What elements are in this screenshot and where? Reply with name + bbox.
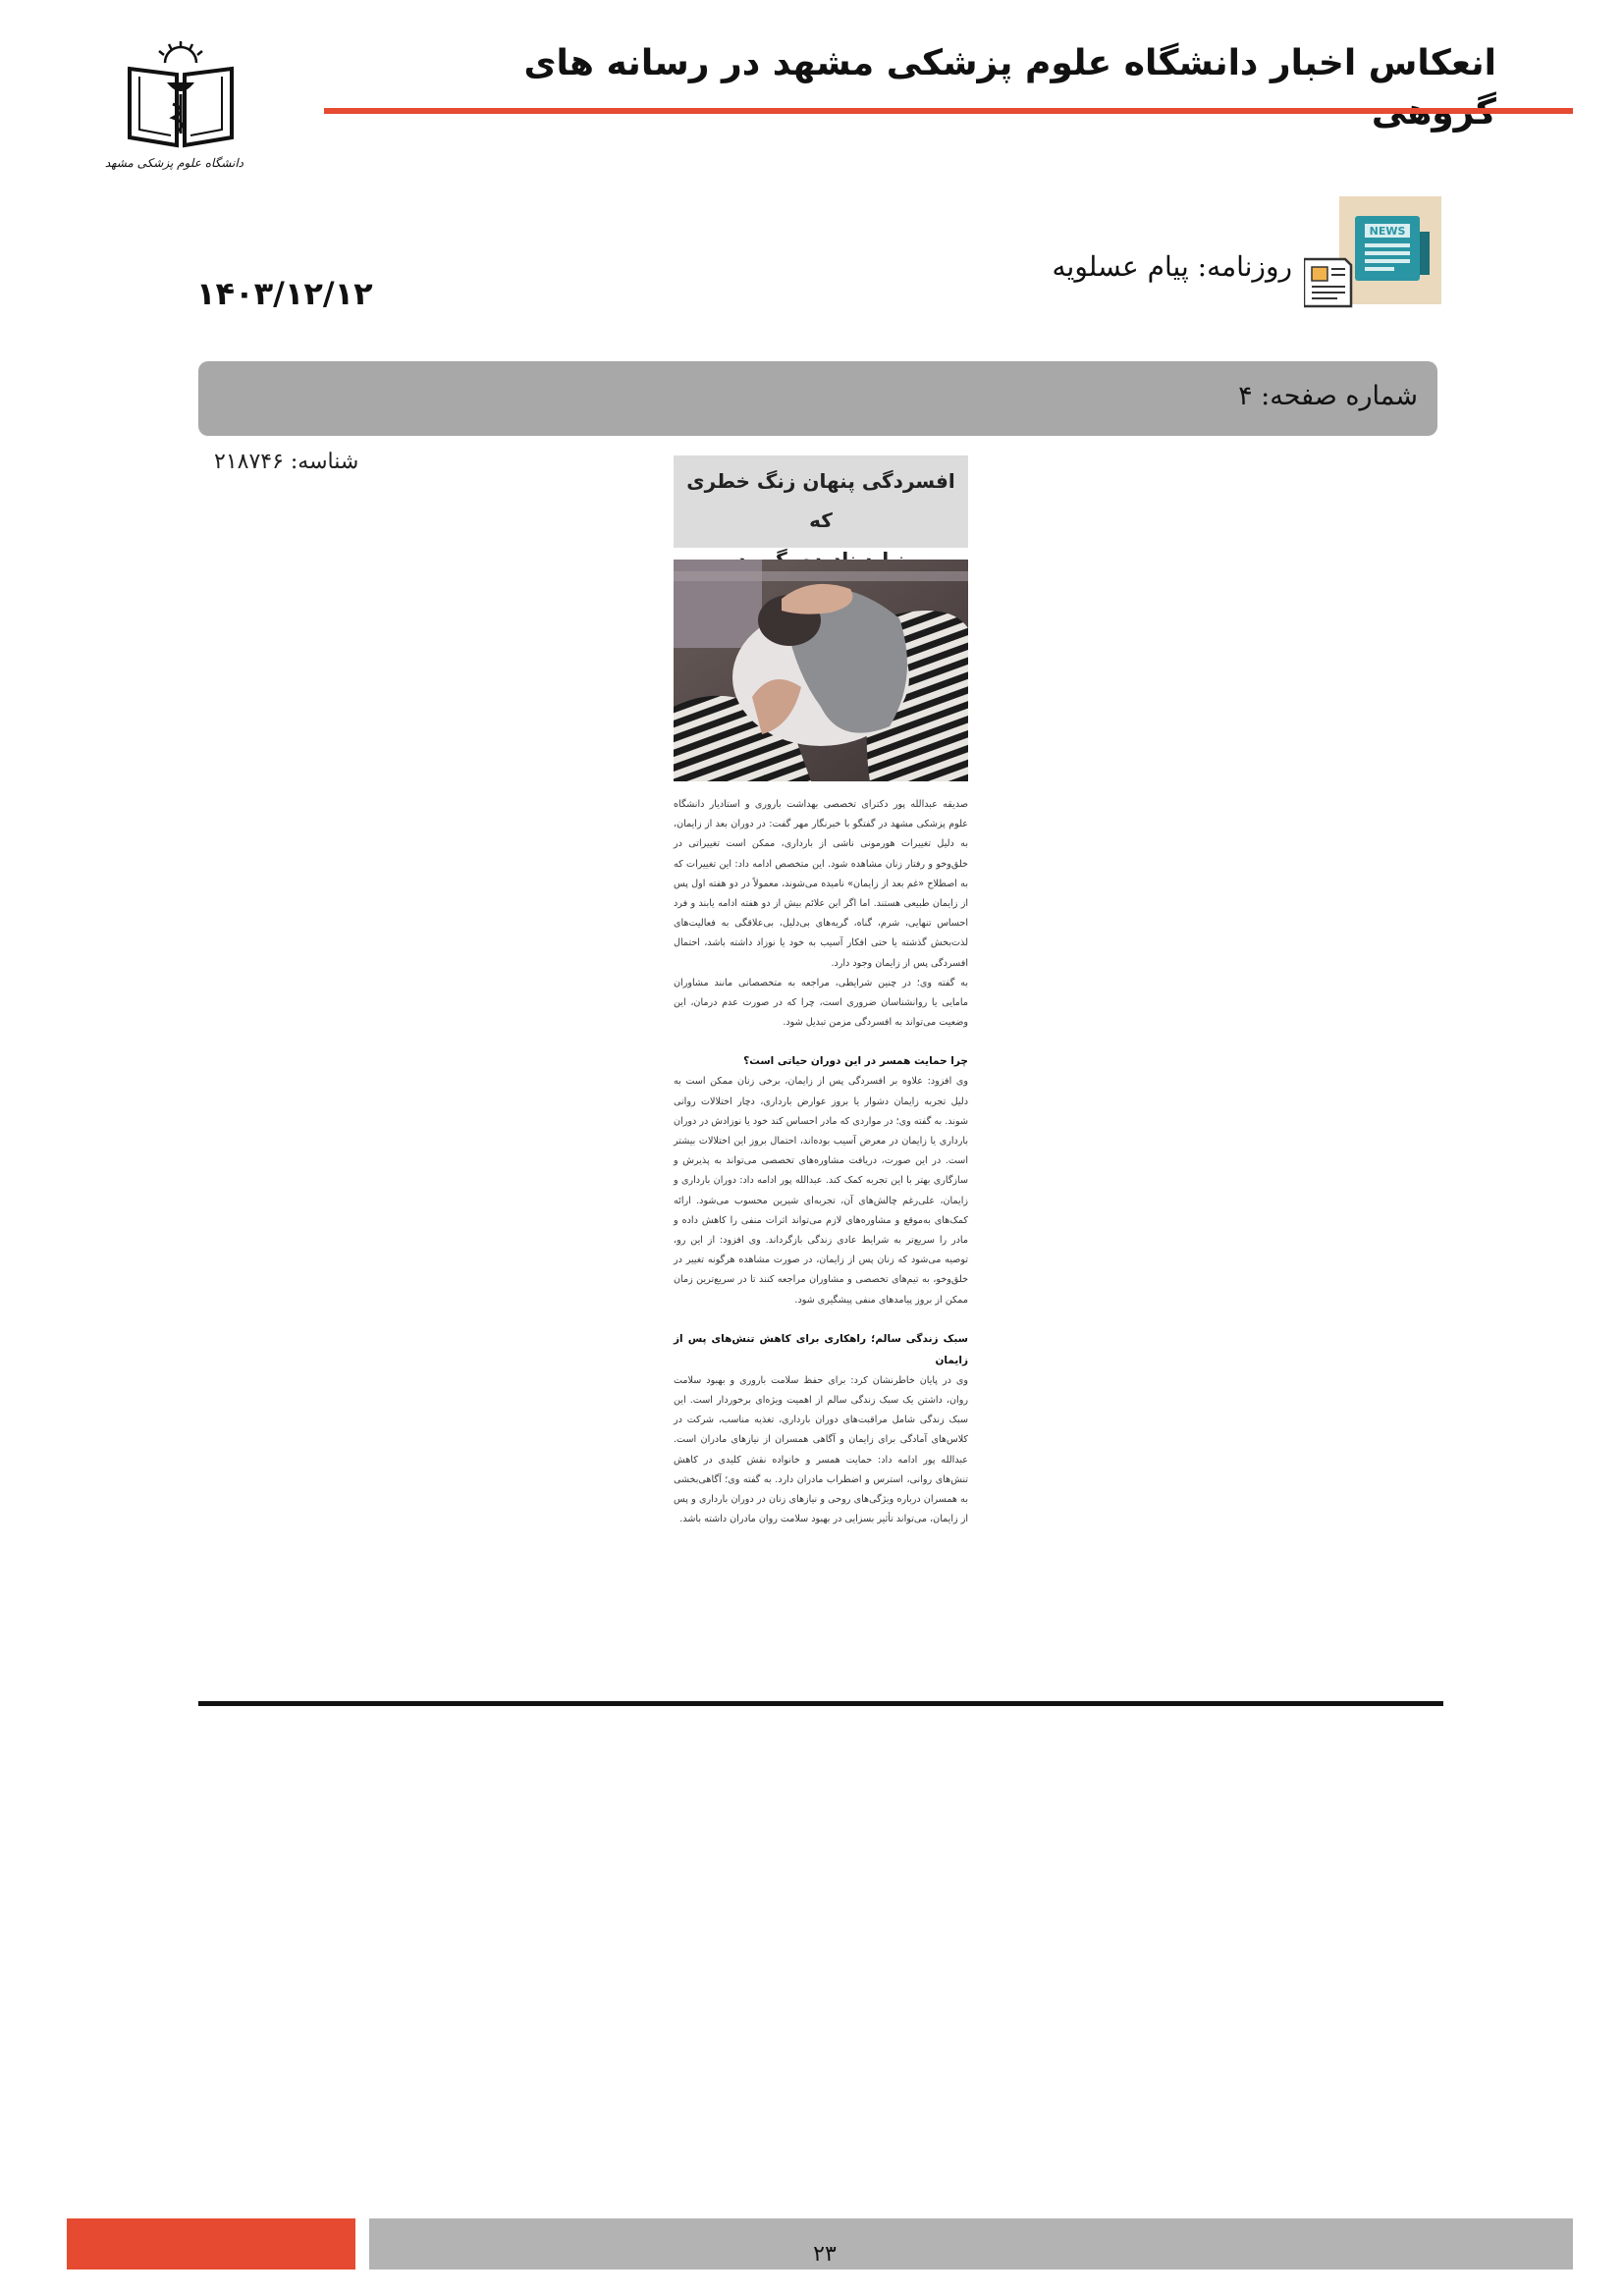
university-logo (104, 35, 244, 170)
publication-date: ۱۴۰۳/۱۲/۱۲ (196, 275, 373, 312)
clipping-headline-line-1: افسردگی پنهان زنگ خطری که (686, 469, 955, 532)
footer-bar (369, 2218, 1573, 2269)
header-divider (324, 108, 1573, 114)
clipping-photo (674, 560, 968, 781)
logo-caption: دانشگاه علوم پزشکی مشهد (104, 156, 244, 170)
clipping-headline-box (674, 455, 968, 548)
news-icon-label: NEWS (1369, 225, 1406, 238)
clipping-subheading-2: سبک زندگی سالم؛ راهکاری برای کاهش تنش‌های پس از زایمان (674, 1332, 968, 1366)
footer-page-number: ۲۳ (813, 2242, 837, 2267)
clipping-body (674, 795, 968, 1548)
footer-accent-bar (67, 2218, 355, 2269)
clipping-paragraph-3: وی افزود: علاوه بر افسردگی پس از زایمان، برخی زنان ممکن است به دلیل تجربه زایمان دشوار یا بروز عوارض بارداری، دچار اختلالات روانی شوند. به گفته وی؛ در مواردی که مادر احساس کند خود یا نوزادش در دوران بارداری یا زایمان در معرض آسیب بوده‌اند، احتمال بروز این اختلالات بیشتر است. در این صورت، دریافت مشاوره‌های تخصصی می‌تواند به پذیرش و سازگاری بهتر با این تجربه کمک کند. عبدالله پور ادامه داد: دوران بارداری و زایمان، علی‌رغم چالش‌های آن، تجربه‌ای شیرین محسوب می‌شود. ارائه کمک‌های به‌موقع و مشاوره‌های لازم می‌تواند اثرات منفی را کاهش داده و مادر را سریع‌تر به شرایط عادی زندگی بازگرداند. وی افزود: از این رو، توصیه می‌شود که زنان پس از زایمان، در صورت مشاهده هرگونه تغییر در خلق‌وخو، به تیم‌های تخصصی و مشاوران مراجعه کنند تا در سریع‌ترین زمان ممکن از بروز پیامدهای منفی پیشگیری شود. (674, 1076, 968, 1306)
report-title: انعکاس اخبار دانشگاه علوم پزشکی مشهد در رسانه های (523, 43, 1496, 83)
clipping-paragraph-2: به گفته وی؛ در چنین شرایطی، مراجعه به متخصصانی مانند مشاوران مامایی یا روانشناسان ضروری است، چرا که در صورت عدم درمان، این وضعیت می‌تواند به افسردگی مزمن تبدیل شود. (674, 977, 968, 1029)
content-divider (198, 1701, 1443, 1706)
page-number: شماره صفحه: ۴ (1238, 381, 1418, 411)
newspaper-icon (1304, 196, 1441, 312)
clipping-paragraph-4: وی در پایان خاطرنشان کرد: برای حفظ سلامت باروری و بهبود سلامت روان، داشتن یک سبک زندگی سالم از اهمیت ویژه‌ای برخوردار است. این سبک زندگی شامل مراقبت‌های دوران بارداری، تغذیه مناسب، شرکت در کلاس‌های آمادگی برای زایمان و آگاهی همسران از نیازهای مادران است. عبدالله پور ادامه داد: حمایت همسر و خانواده نقش کلیدی در کاهش تنش‌های روانی، استرس و اضطراب مادران دارد. به گفته وی؛ آگاهی‌بخشی به همسران درباره ویژگی‌های روحی و نیازهای زنان در دوران بارداری و پس از زایمان، می‌تواند تأثیر بسزایی در بهبود سلامت روان مادران داشته باشد. (674, 1374, 968, 1525)
page-info-bar (198, 361, 1437, 436)
newspaper-name: روزنامه: پیام عسلویه (1052, 250, 1292, 283)
article-id: شناسه: ۲۱۸۷۴۶ (214, 450, 359, 474)
clipping-subheading-1: چرا حمایت همسر در این دوران حیاتی است؟ (743, 1055, 968, 1068)
clipping-paragraph-1: صدیقه عبدالله پور دکترای تخصصی بهداشت باروری و استادیار دانشگاه علوم پزشکی مشهد در گفتگو با خبرنگار مهر گفت: در دوران بعد از زایمان، به دلیل تغییرات هورمونی ناشی از بارداری، ممکن است تغییراتی در خلق‌وخو و رفتار زنان مشاهده شود. این متخصص ادامه داد: این تغییرات که به اصطلاح «غم بعد از زایمان» نامیده می‌شوند، معمولاً در دو هفته اول پس از زایمان طبیعی هستند. اما اگر این علائم بیش از دو هفته ادامه یابند و فرد احساس تنهایی، شرم، گناه، گریه‌های بی‌دلیل، بی‌علاقگی به فعالیت‌های لذت‌بخش گذشته یا حتی افکار آسیب به خود یا نوزاد داشته باشد، احتمال افسردگی پس از زایمان وجود دارد. (674, 799, 968, 969)
